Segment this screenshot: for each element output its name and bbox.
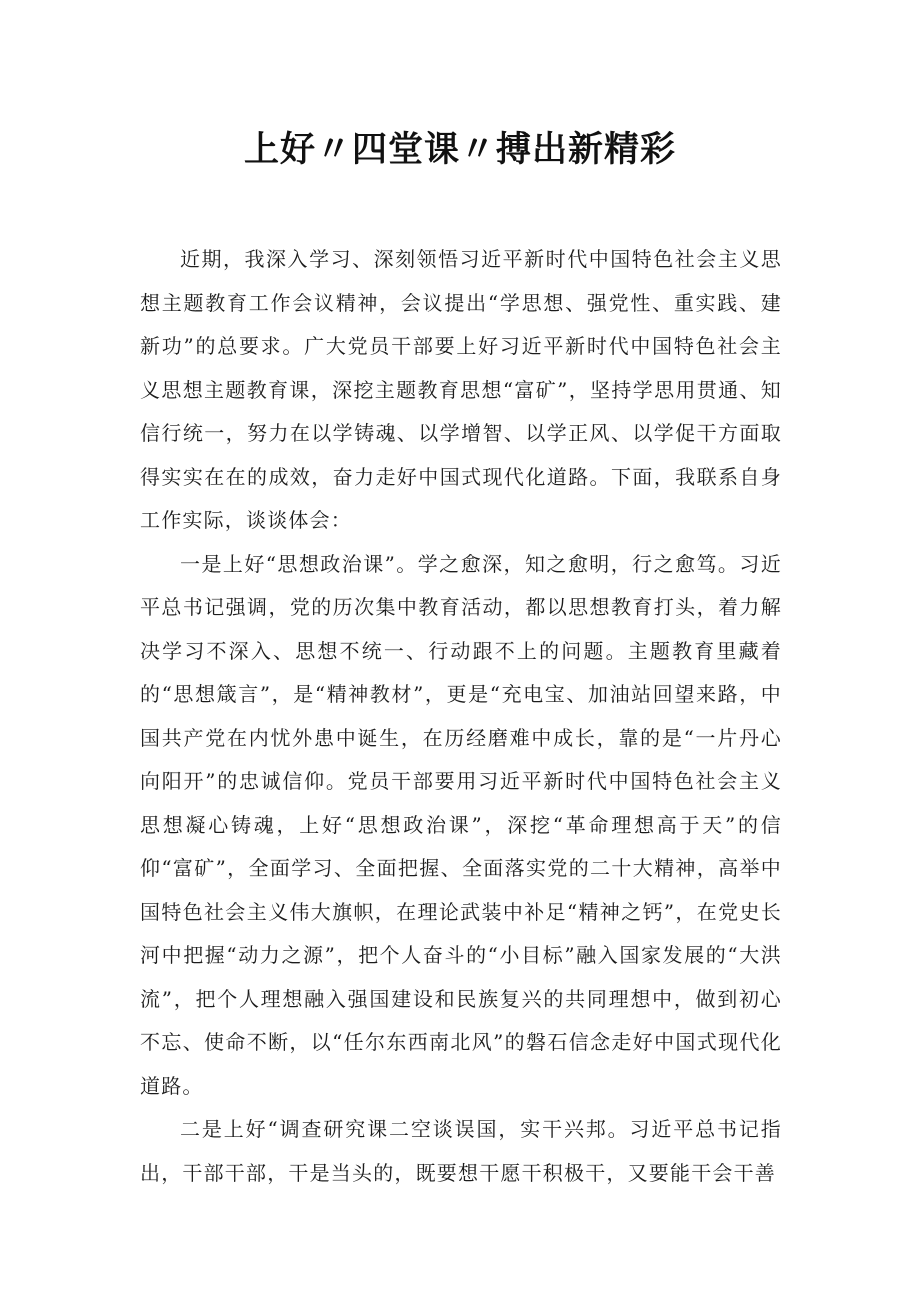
paragraph-ideology-course: 一是上好“思想政治课”。学之愈深，知之愈明，行之愈笃。习近平总书记强调，党的历次集中教育活动，都以思想教育打头，着力解决学习不深入、思想不统一、行动跟不上的问题。主题教育里藏着的“思想箴言”，是“精神教材”，更是“充电宝、加油站回望来路，中国共产党在内忧外患中诞生，在历经磨难中成长，靠的是“一片丹心向阳开”的忠诚信仰。党员干部要用习近平新时代中国特色社会主义思想凝心铸魂，上好“思想政治课”，深挖“革命理想高于天”的信仰“富矿”，全面学习、全面把握、全面落实党的二十大精神，高举中国特色社会主义伟大旗帜，在理论武装中补足“精神之钙”，在党史长河中把握“动力之源”，把个人奋斗的“小目标”融入国家发展的“大洪流”，把个人理想融入强国建设和民族复兴的共同理想中，做到初心不忘、使命不断，以“任尔东西南北风”的磐石信念走好中国式现代化道路。 xyxy=(140,551,782,1098)
paragraph-intro: 近期，我深入学习、深刻领悟习近平新时代中国特色社会主义思想主题教育工作会议精神，会议提出“学思想、强党性、重实践、建新功”的总要求。广大党员干部要上好习近平新时代中国特色社会主义思想主题教育课，深挖主题教育思想“富矿”，坚持学思用贯通、知信行统一，努力在以学铸魂、以学增智、以学正风、以学促干方面取得实实在在的成效，奋力走好中国式现代化道路。下面，我联系自身工作实际，谈谈体会： xyxy=(140,247,782,532)
document-body xyxy=(140,238,782,1195)
document-title: 上好〃四堂课〃搏出新精彩 xyxy=(243,130,676,170)
paragraph-research-course: 二是上好“调查研究课二空谈误国，实干兴邦。习近平总书记指出，干部干部，干是当头的，既要想干愿干积极干，又要能干会干善 xyxy=(140,1117,782,1185)
